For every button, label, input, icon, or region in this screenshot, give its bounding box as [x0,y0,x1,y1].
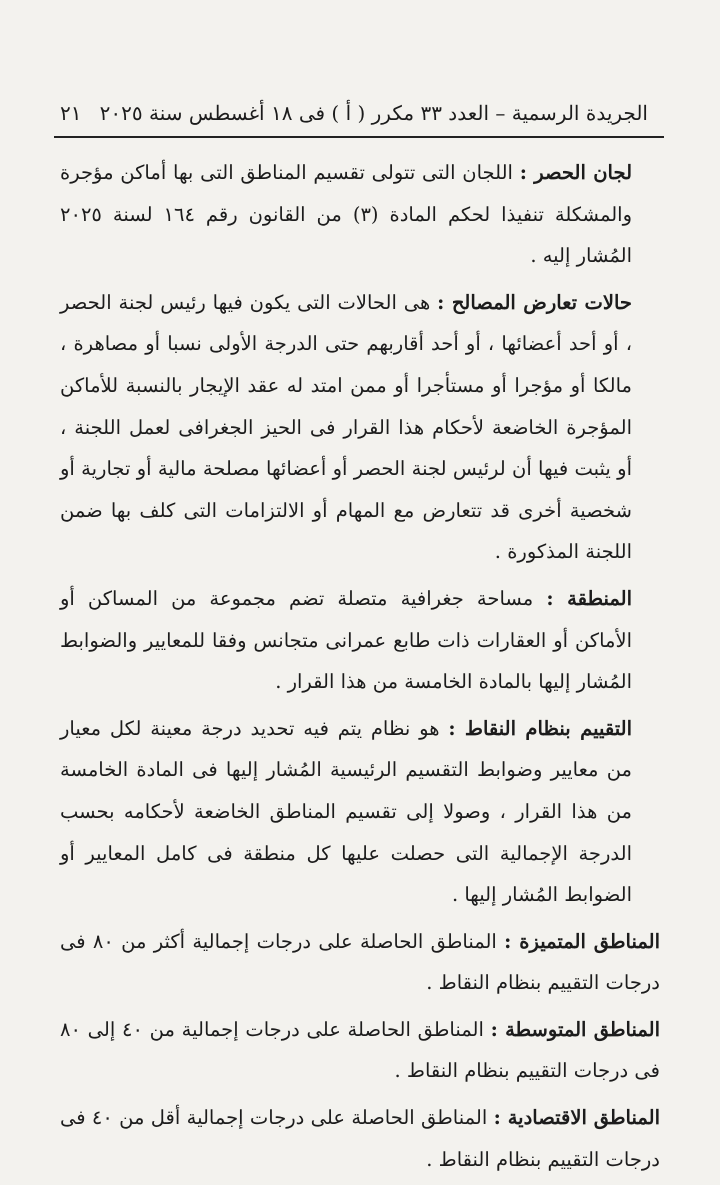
definition-text: المناطق الحاصلة على درجات إجمالية أقل من ٤٠ فى درجات التقييم بنظام النقاط . [60,1106,660,1171]
definition-iqtisadiya [60,1097,660,1180]
definition-text: هو نظام يتم فيه تحديد درجة معينة لكل معيار من معايير وضوابط التقسيم الرئيسية المُشار إليها فى المادة الخامسة من هذا القرار ، وصولا إلى تقسيم المناطق الخاضعة لأحكامه بحسب الدرجة الإجمالية التى حصلت عليها كل منطقة فى كامل المعايير أو الضوابط المُشار إليها . [60,716,632,907]
definition-term: حالات تعارض المصالح : [437,290,632,314]
definition-text: هى الحالات التى يكون فيها رئيس لجنة الحصر ، أو أحد أعضائها ، أو أحد أقاربهم حتى الدرجة الأولى نسبا أو مصاهرة ، مالكا أو مؤجرا أو مستأجرا أو ممن امتد له عقد الإيجار بالنسبة للأماكن المؤجرة الخاضعة لأحكام هذا القرار فى الحيز الجغرافى لعمل اللجنة ، أو يثبت فيها أن لرئيس لجنة الحصر أو أعضائها مصلحة مالية أو تجارية أو شخصية أخرى قد تتعارض مع المهام أو الالتزامات التى كلف بها ضمن اللجنة المذكورة . [60,290,632,564]
definition-text: المناطق الحاصلة على درجات إجمالية أكثر من ٨٠ فى درجات التقييم بنظام النقاط . [60,929,660,995]
definition-term: لجان الحصر : [519,161,633,184]
definition-term: التقييم بنظام النقاط : [448,716,632,740]
definition-term: المناطق المتميزة : [504,929,661,953]
definition-mutamayyiza [60,921,660,1004]
header-title: الجريدة الرسمية – العدد ٣٣ مكرر ( أ ) فى ١٨ أغسطس سنة ٢٠٢٥ [99,101,648,125]
definition-taqyeem-nuqat [60,708,660,916]
definition-text: المناطق الحاصلة على درجات إجمالية من ٤٠ إلى ٨٠ فى درجات التقييم بنظام النقاط . [60,1017,660,1083]
definition-text: اللجان التى تتولى تقسيم المناطق التى بها أماكن مؤجرة والمشكلة تنفيذا لحكم المادة (٣) من القانون رقم ١٦٤ لسنة ٢٠٢٥ المُشار إليه . [60,161,632,268]
page-number: ٢١ [60,101,82,125]
header-divider [54,136,664,138]
definition-term: المناطق الاقتصادية : [493,1106,661,1130]
definition-text: مساحة جغرافية متصلة تضم مجموعة من المساكن أو الأماكن أو العقارات ذات طابع عمرانى متجانس وفقا للمعايير والضوابط المُشار إليها بالمادة الخامسة من هذا القرار . [60,586,632,694]
definition-mantiqa [60,578,660,703]
definition-lijan-alhasr [60,152,660,277]
definition-taarud-masalih [60,282,660,573]
definition-mutawassita [60,1009,660,1092]
definition-term: المنطقة : [546,586,633,610]
document-body [60,152,660,1185]
definition-term: المناطق المتوسطة : [490,1017,661,1041]
page-header [60,96,648,130]
